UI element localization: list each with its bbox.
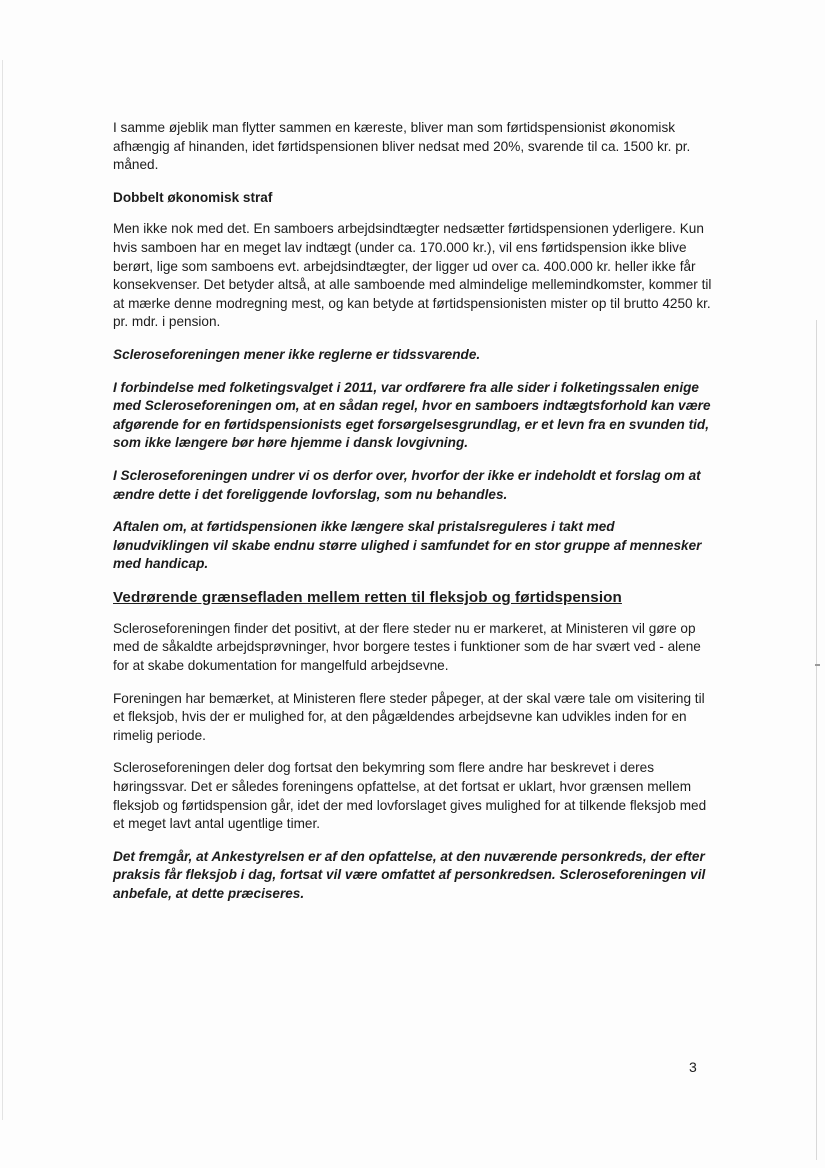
paragraph-work-tests: Scleroseforeningen finder det positivt, at der flere steder nu er markeret, at Ministeren vil gøre op med de såkaldte arbejdsprøvninger, hvor borgere testes i funktioner som de har svært ved - alene for at skabe dokumentation for mangelfuld arbejdsevne. bbox=[113, 620, 701, 674]
paragraph-partner-income: Men ikke nok med det. En samboers arbejdsindtægter nedsætter førtidspensionen yderligere. Kun hvis samboen har en meget lav indtægt (under ca. 170.000 kr.), vil ens førtidspension ikke blive berørt, lige som samboens evt. arbejdsindtægter, der ligger ud over ca. 400.000 kr. heller ikke får konsekvenser. Det betyder altså, at alle samboende med almindelige mellemindkomster, kommer til at mærke denne modregning mest, og kan betyde at førtidspensionisten mister op til brutto 4250 kr. pr. mdr. i pension. bbox=[113, 221, 712, 330]
paragraph-missing-proposal: I Scleroseforeningen undrer vi os derfor over, hvorfor der ikke er indeholdt et forslag om at ændre dette i det foreliggende lovforslag, som nu behandles. bbox=[113, 467, 701, 502]
section-heading-flexjob: Vedrørende grænsefladen mellem retten til fleksjob og førtidspension bbox=[113, 588, 622, 606]
paragraph-boundary-concern: Scleroseforeningen deler dog fortsat den bekymring som flere andre har beskrevet i deres høringssvar. Det er således foreningens opfattelse, at det fortsat er uklart, hvor grænsen mellem fleksjob og førtidspension går, idet der med lovforslaget gives mulighed for at tilkende fleksjob med et meget lavt antal ugentlige timer. bbox=[113, 760, 707, 832]
subheading-double-penalty: Dobbelt økonomisk straf bbox=[113, 189, 273, 205]
scan-edge-right bbox=[816, 320, 817, 1160]
page-number: 3 bbox=[689, 1059, 697, 1075]
document-body bbox=[113, 119, 713, 918]
paragraph-rules-outdated: Scleroseforeningen mener ikke reglerne er tidssvarende. bbox=[113, 346, 481, 362]
paragraph-visitation: Foreningen har bemærket, at Ministeren flere steder påpeger, at der skal være tale om visitering til et fleksjob, hvis der er mulighed for, at den pågældendes arbejdsevne kan udvikles inden for en rimelig periode. bbox=[113, 690, 705, 743]
scan-edge-left bbox=[2, 60, 3, 1120]
paragraph-cohabitation-reduction: I samme øjeblik man flytter sammen en kæreste, bliver man som førtidspensionist økonomisk afhængig af hinanden, idet førtidspensionen bliver nedsat med 20%, svarende til ca. 1500 kr. pr. måned. bbox=[113, 120, 691, 173]
scan-mark bbox=[815, 664, 820, 666]
paragraph-election-2011: I forbindelse med folketingsvalget i 2011, var ordførere fra alle sider i folketingssalen enige med Scleroseforeningen om, at en sådan regel, hvor en samboers indtægtsforhold kan være afgørende for en førtidspensionists eget forsørgelsesgrundlag, er et levn fra en svunden tid, som ikke længere bør høre hjemme i dansk lovgivning. bbox=[113, 379, 711, 451]
paragraph-ankestyrelsen: Det fremgår, at Ankestyrelsen er af den opfattelse, at den nuværende personkreds, der efter praksis får fleksjob i dag, fortsat vil være omfattet af personkredsen. Scleroseforeningen vil anbefale, at dette præciseres. bbox=[113, 848, 706, 901]
paragraph-price-regulation: Aftalen om, at førtidspensionen ikke længere skal pristalsreguleres i takt med lønudviklingen vil skabe endnu større ulighed i samfundet for en stor gruppe af mennesker med handicap. bbox=[113, 519, 702, 572]
